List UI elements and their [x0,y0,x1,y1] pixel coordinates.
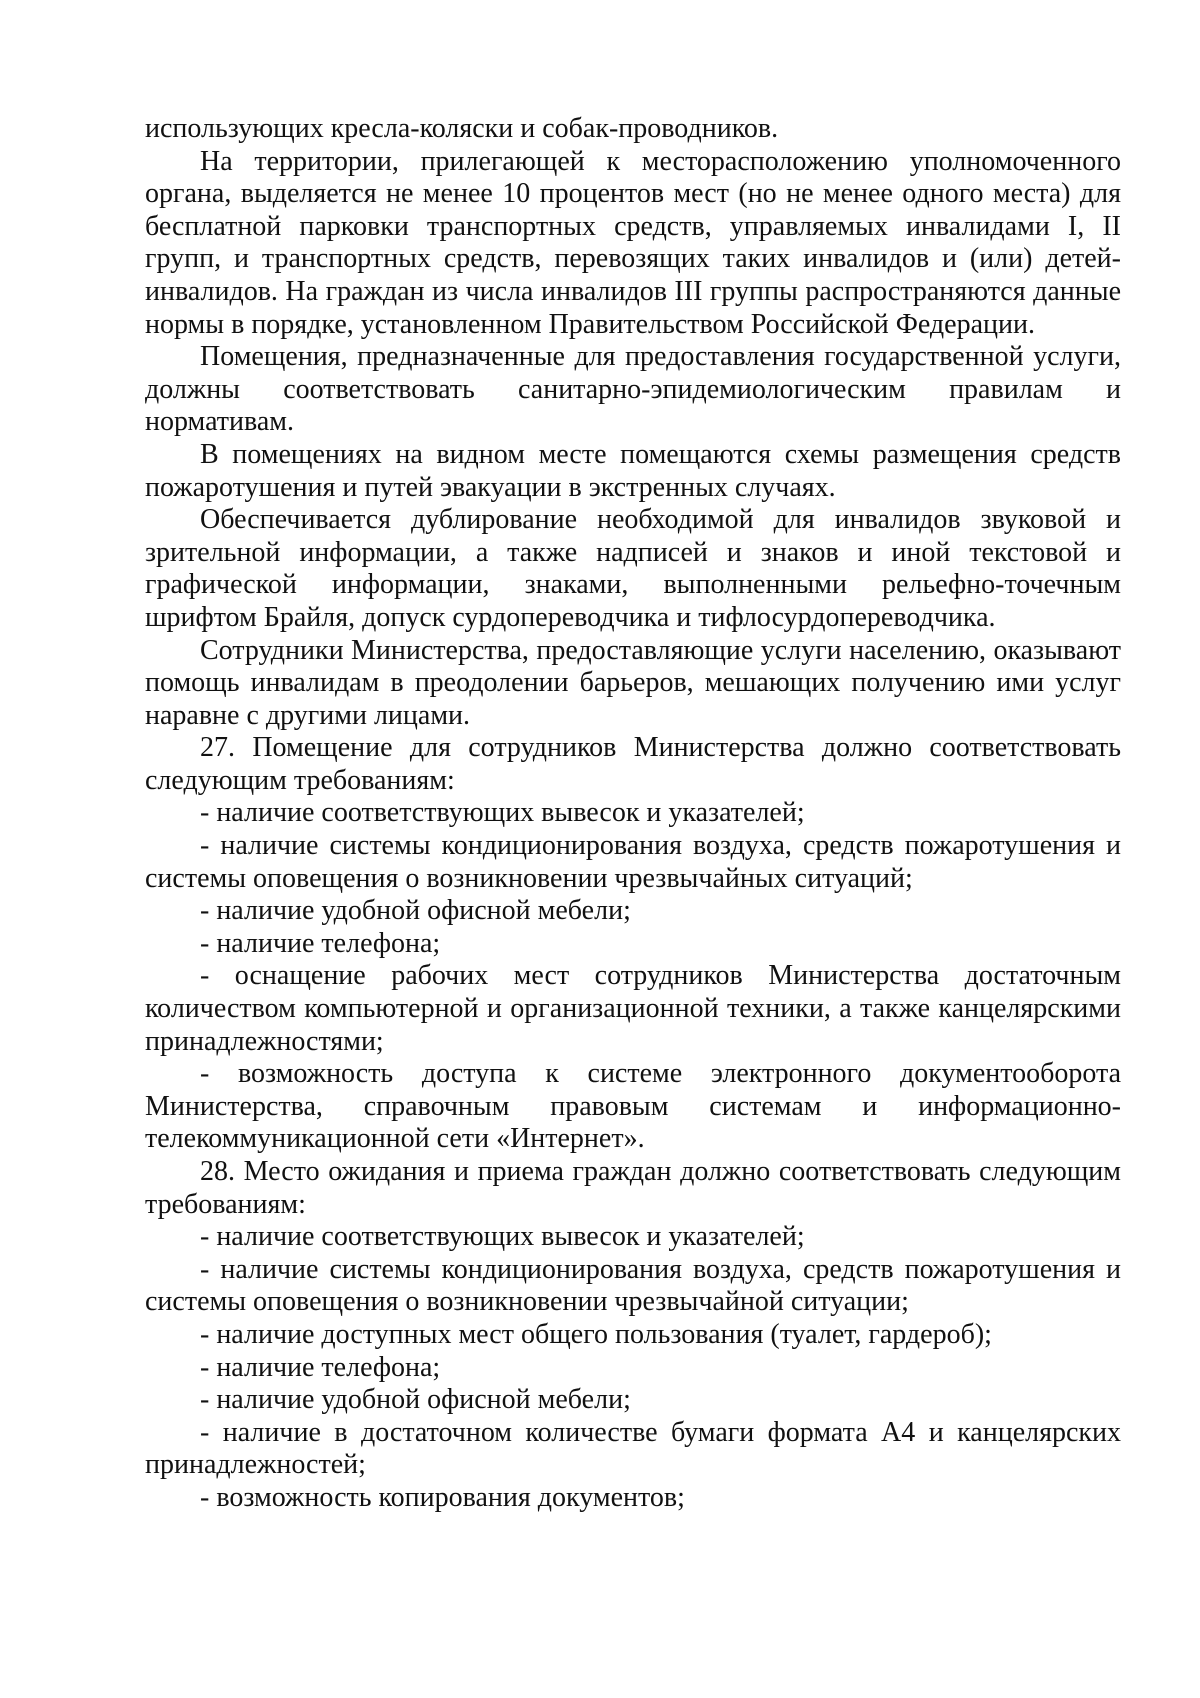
paragraph-evacuation-schemes: В помещениях на видном месте помещаются схемы размещения средств пожаротушения и путей эвакуации в экстренных случаях. [145,438,1121,503]
paragraph-premises-sanitary: Помещения, предназначенные для предоставления государственной услуги, должны соответствовать санитарно-эпидемиологическим правилам и нормативам. [145,341,1121,438]
paragraph-staff-assistance: Сотрудники Министерства, предоставляющие услуги населению, оказывают помощь инвалидам в преодолении барьеров, мешающих получению ими услуг наравне с другими лицами. [145,634,1121,731]
list-item: - наличие соответствующих вывесок и указателей; [200,797,805,829]
list-item: - наличие удобной офисной мебели; [200,895,631,927]
paragraph-braille: Обеспечивается дублирование необходимой для инвалидов звуковой и зрительной информации, а также надписей и знаков и иной текстовой и графической информации, знаками, выполненными рельефно-точечным шрифтом Брайля, допуск сурдопереводчика и тифлосурдопереводчика. [145,504,1121,633]
paragraph-continuation: использующих кресла-коляски и собак-проводников. [145,113,779,144]
list-item: - возможность копирования документов; [200,1481,685,1513]
list-item: - наличие системы кондиционирования воздуха, средств пожаротушения и системы оповещения о возникновении чрезвычайных ситуаций; [145,830,1121,894]
list-item: - наличие удобной офисной мебели; [200,1384,631,1416]
list-item: - наличие системы кондиционирования воздуха, средств пожаротушения и системы оповещения о возникновении чрезвычайной ситуации; [145,1253,1121,1318]
paragraph-section-27: 27. Помещение для сотрудников Министерства должно соответствовать следующим требованиям: [145,732,1121,796]
list-item: - наличие доступных мест общего пользования (туалет, гардероб); [200,1318,992,1350]
paragraph-parking: На территории, прилегающей к месторасположению уполномоченного органа, выделяется не менее 10 процентов мест (но не менее одного места) для бесплатной парковки транспортных средств, управляемых инвалидами I, II групп, и транспортных средств, перевозящих таких инвалидов и (или) детей-инвалидов. На граждан из числа инвалидов III группы распространяются данные нормы в порядке, установленном Правительством Российской Федерации. [145,145,1121,340]
list-item: - наличие в достаточном количестве бумаги формата А4 и канцелярских принадлежностей; [145,1416,1121,1481]
document-body [145,113,1121,1515]
list-item: - оснащение рабочих мест сотрудников Министерства достаточным количеством компьютерной и организационной техники, а также канцелярскими принадлежностями; [145,960,1121,1057]
list-item: - наличие соответствующих вывесок и указателей; [200,1221,805,1253]
list-item: - возможность доступа к системе электронного документооборота Министерства, справочным правовым системам и информационно-телекоммуникационной сети «Интернет». [145,1058,1121,1155]
paragraph-section-28: 28. Место ожидания и приема граждан должно соответствовать следующим требованиям: [145,1156,1121,1220]
list-item: - наличие телефона; [200,927,441,959]
list-item: - наличие телефона; [200,1351,441,1383]
